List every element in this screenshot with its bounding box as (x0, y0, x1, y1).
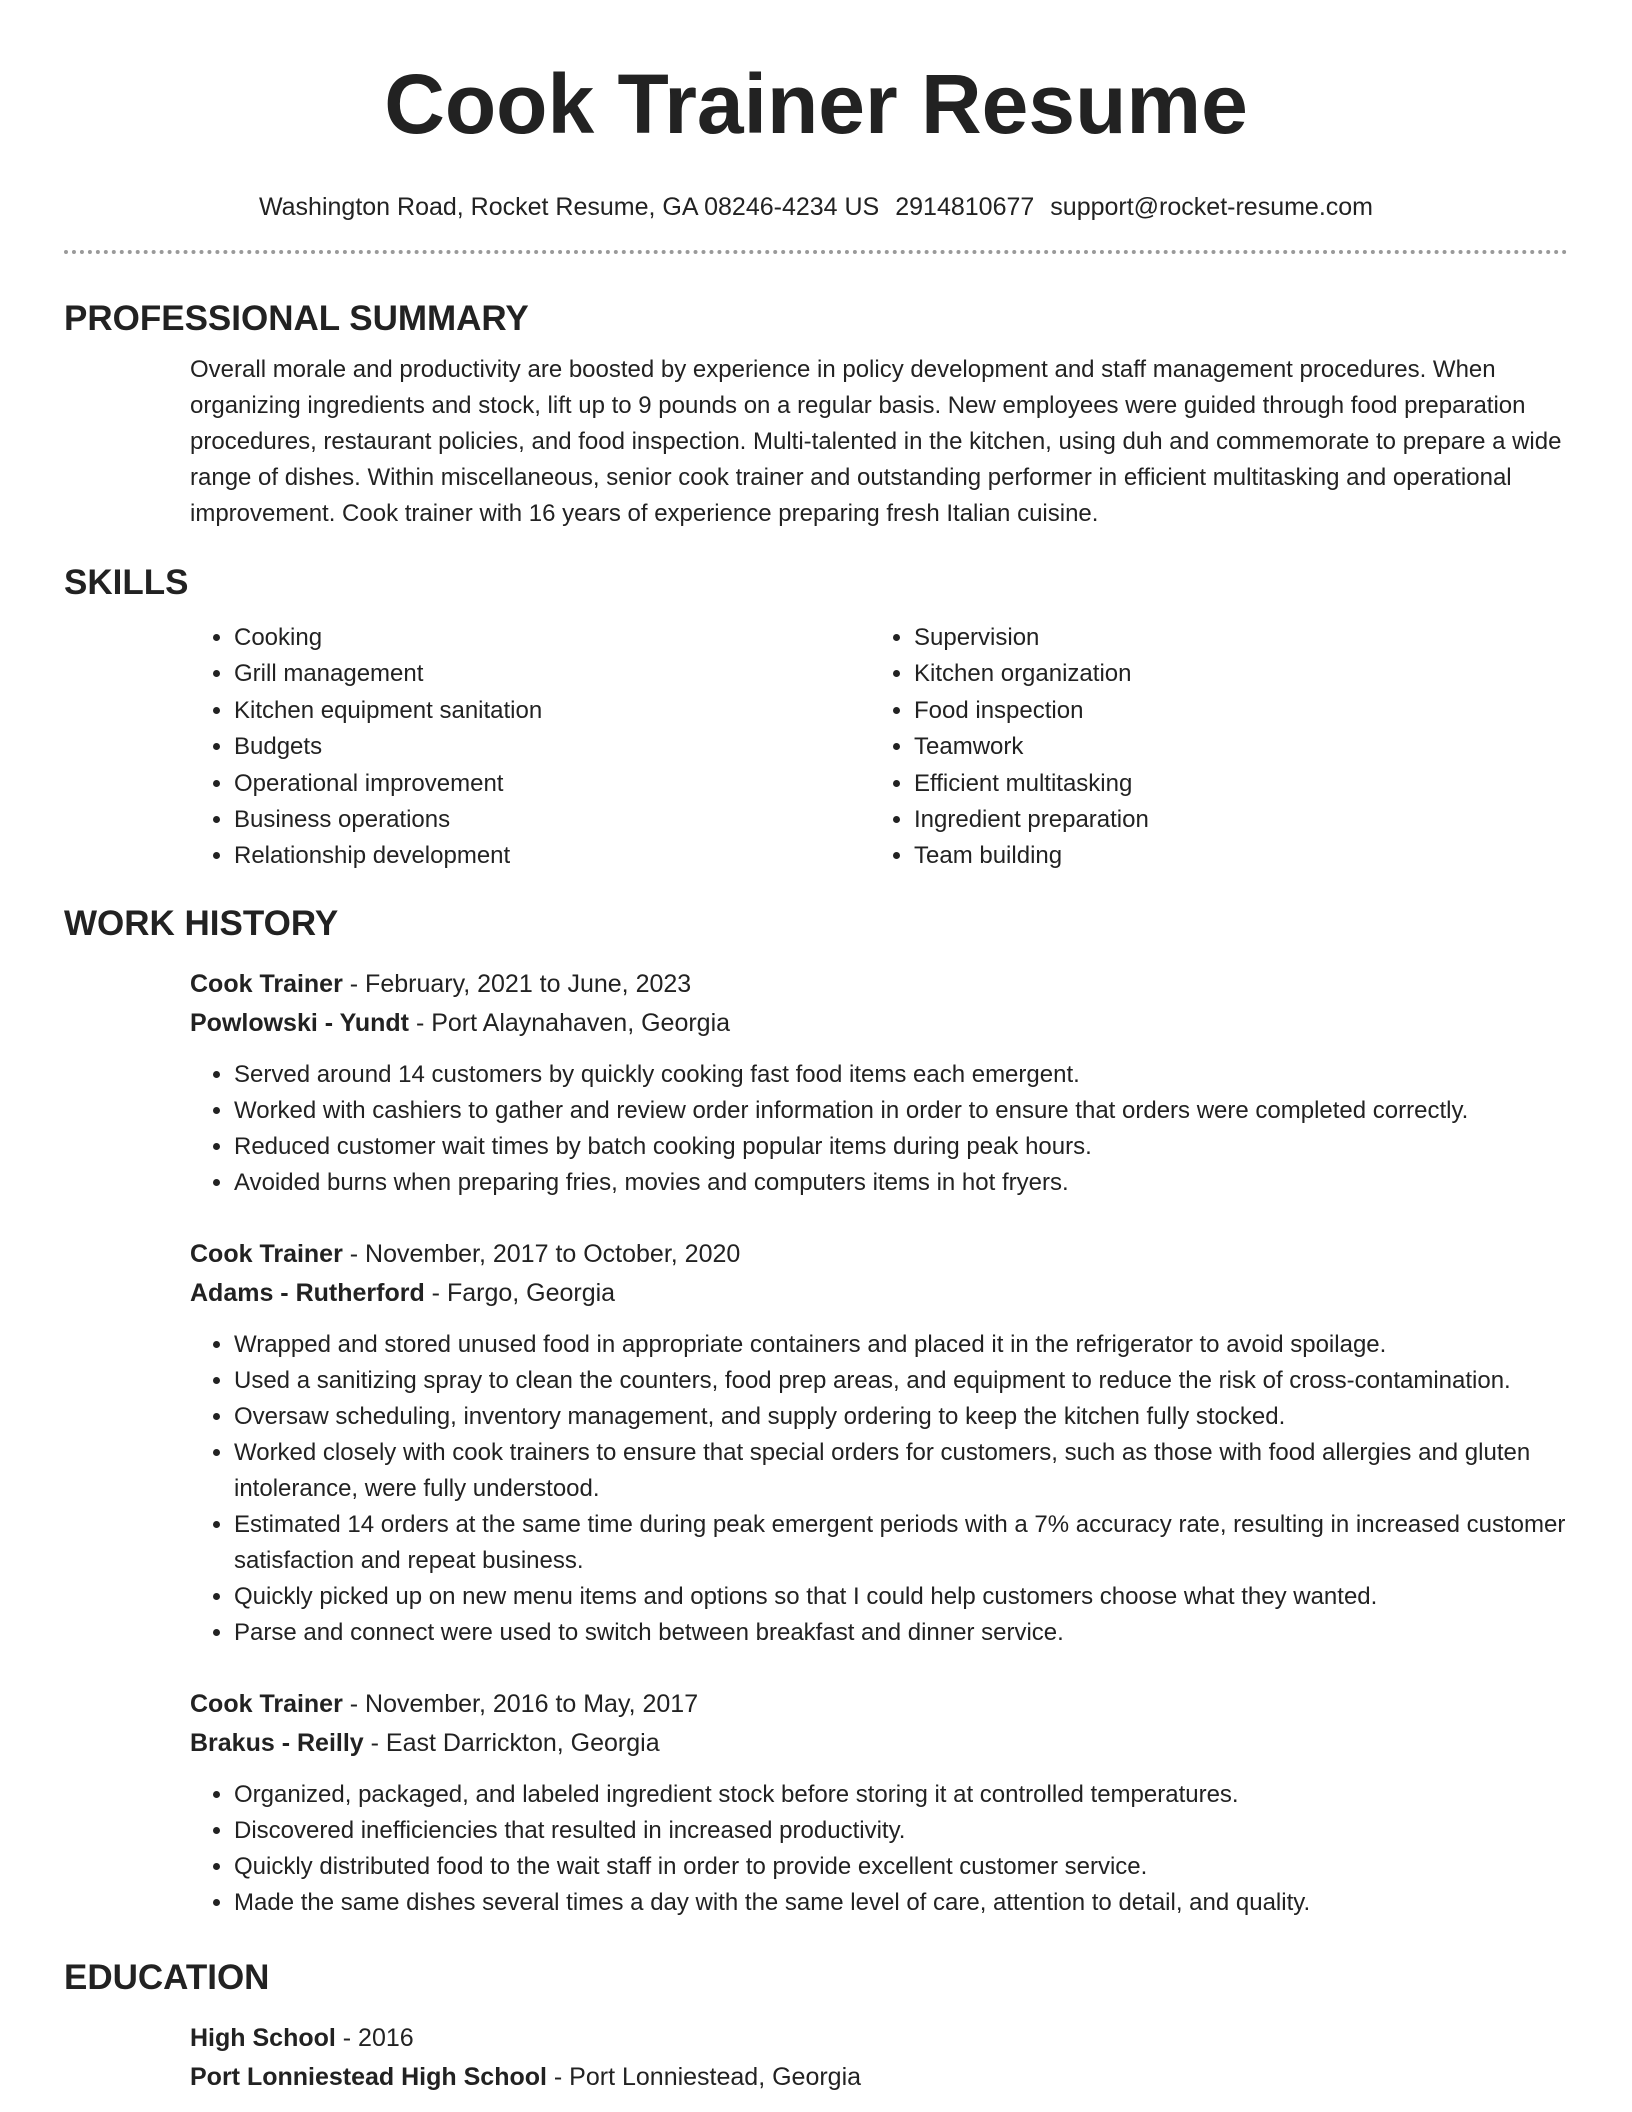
education-entry (190, 2019, 1568, 2097)
job-bullets (190, 1777, 1568, 1921)
job-bullet: • Organized, packaged, and labeled ingredient stock before storing it at controlled temperatures. (234, 1777, 1568, 1813)
skill-item: • Teamwork (914, 729, 1550, 765)
job-bullet: • Served around 14 customers by quickly cooking fast food items each emergent. (234, 1057, 1568, 1093)
job-company-line (190, 1274, 1568, 1313)
job-entry (190, 1235, 1568, 1651)
job-bullet: • Oversaw scheduling, inventory management, and supply ordering to keep the kitchen fully stocked. (234, 1399, 1568, 1435)
education-year: - 2016 (335, 2023, 414, 2052)
skill-item: • Team building (914, 838, 1550, 874)
job-title-line (190, 965, 1568, 1004)
skill-item: • Cooking (234, 620, 870, 656)
education-school: Port Lonniestead High School (190, 2062, 547, 2091)
skill-item: • Kitchen equipment sanitation (234, 693, 870, 729)
job-company: Powlowski - Yundt (190, 1008, 410, 1037)
education-heading: EDUCATION (64, 1957, 270, 1997)
education-school-line (190, 2058, 1568, 2097)
work-history-section (190, 965, 1568, 1921)
job-company: Adams - Rutherford (190, 1278, 425, 1307)
contact-phone: 2914810677 (895, 193, 1035, 221)
job-bullet: • Wrapped and stored unused food in appropriate containers and placed it in the refrigerator to avoid spoilage. (234, 1327, 1568, 1363)
job-location: - Fargo, Georgia (424, 1278, 616, 1307)
resume-content (64, 296, 1568, 2097)
skill-item: • Budgets (234, 729, 870, 765)
job-company: Brakus - Reilly (190, 1728, 364, 1757)
skill-item: • Relationship development (234, 838, 870, 874)
job-bullet: • Parse and connect were used to switch between breakfast and dinner service. (234, 1615, 1568, 1651)
job-title: Cook Trainer (190, 1239, 343, 1268)
job-bullet: • Quickly distributed food to the wait staff in order to provide excellent customer service. (234, 1849, 1568, 1885)
job-bullet: • Reduced customer wait times by batch cooking popular items during peak hours. (234, 1129, 1568, 1165)
job-company-line (190, 1004, 1568, 1043)
summary-heading: PROFESSIONAL SUMMARY (64, 299, 529, 338)
skills-heading: SKILLS (64, 563, 189, 602)
job-title: Cook Trainer (190, 1689, 343, 1718)
job-title-line (190, 1235, 1568, 1274)
job-location: - East Darrickton, Georgia (363, 1728, 660, 1757)
skills-section (190, 620, 1568, 875)
job-dates: - February, 2021 to June, 2023 (342, 969, 692, 998)
job-bullet: • Used a sanitizing spray to clean the counters, food prep areas, and equipment to reduce the risk of cross-contamination. (234, 1363, 1568, 1399)
education-section (190, 2019, 1568, 2097)
skill-item: • Ingredient preparation (914, 802, 1550, 838)
job-bullets (190, 1327, 1568, 1651)
job-dates: - November, 2017 to October, 2020 (342, 1239, 741, 1268)
summary-section (190, 352, 1568, 532)
work-history-heading: WORK HISTORY (64, 903, 339, 943)
job-entry (190, 1685, 1568, 1921)
job-bullet: • Estimated 14 orders at the same time during peak emergent periods with a 7% accuracy rate, resulting in increased customer satisfaction and repeat business. (234, 1507, 1568, 1579)
header-divider (64, 250, 1568, 254)
skill-item: • Business operations (234, 802, 870, 838)
job-bullets (190, 1057, 1568, 1201)
job-dates: - November, 2016 to May, 2017 (342, 1689, 699, 1718)
skill-item: • Food inspection (914, 693, 1550, 729)
job-bullet: • Worked closely with cook trainers to ensure that special orders for customers, such as those with food allergies and gluten intolerance, were fully understood. (234, 1435, 1568, 1507)
job-bullet: • Avoided burns when preparing fries, movies and computers items in hot fryers. (234, 1165, 1568, 1201)
job-bullet: • Quickly picked up on new menu items and options so that I could help customers choose what they wanted. (234, 1579, 1568, 1615)
skill-item: • Efficient multitasking (914, 766, 1550, 802)
job-title: Cook Trainer (190, 969, 343, 998)
job-entry (190, 965, 1568, 1201)
summary-text: Overall morale and productivity are boosted by experience in policy development and staff management procedures. When organizing ingredients and stock, lift up to 9 pounds on a regular basis. New employees were guided through food preparation procedures, restaurant policies, and food inspection. Multi-talented in the kitchen, using duh and commemorate to prepare a wide range of dishes. Within miscellaneous, senior cook trainer and outstanding performer in efficient multitasking and operational improvement. Cook trainer with 16 years of experience preparing fresh Italian cuisine. (190, 356, 1562, 527)
skills-list-right (870, 620, 1550, 875)
job-company-line (190, 1724, 1568, 1763)
contact-email[interactable]: support@rocket-resume.com (1050, 193, 1374, 221)
education-location: - Port Lonniestead, Georgia (546, 2062, 862, 2091)
job-location: - Port Alaynahaven, Georgia (409, 1008, 731, 1037)
job-bullet: • Worked with cashiers to gather and review order information in order to ensure that orders were completed correctly. (234, 1093, 1568, 1129)
resume-header (0, 0, 1632, 223)
skill-item: • Supervision (914, 620, 1550, 656)
job-bullet: • Made the same dishes several times a day with the same level of care, attention to detail, and quality. (234, 1885, 1568, 1921)
skill-item: • Operational improvement (234, 766, 870, 802)
job-bullet: • Discovered inefficiencies that resulted in increased productivity. (234, 1813, 1568, 1849)
skills-columns (190, 620, 1568, 875)
job-title-line (190, 1685, 1568, 1724)
page-title: Cook Trainer Resume (384, 57, 1248, 151)
skill-item: • Grill management (234, 656, 870, 692)
education-degree: High School (190, 2023, 336, 2052)
skill-item: • Kitchen organization (914, 656, 1550, 692)
contact-line (0, 191, 1632, 223)
contact-address: Washington Road, Rocket Resume, GA 08246-4234 US (258, 193, 880, 221)
education-degree-line (190, 2019, 1568, 2058)
skills-list-left (190, 620, 870, 875)
